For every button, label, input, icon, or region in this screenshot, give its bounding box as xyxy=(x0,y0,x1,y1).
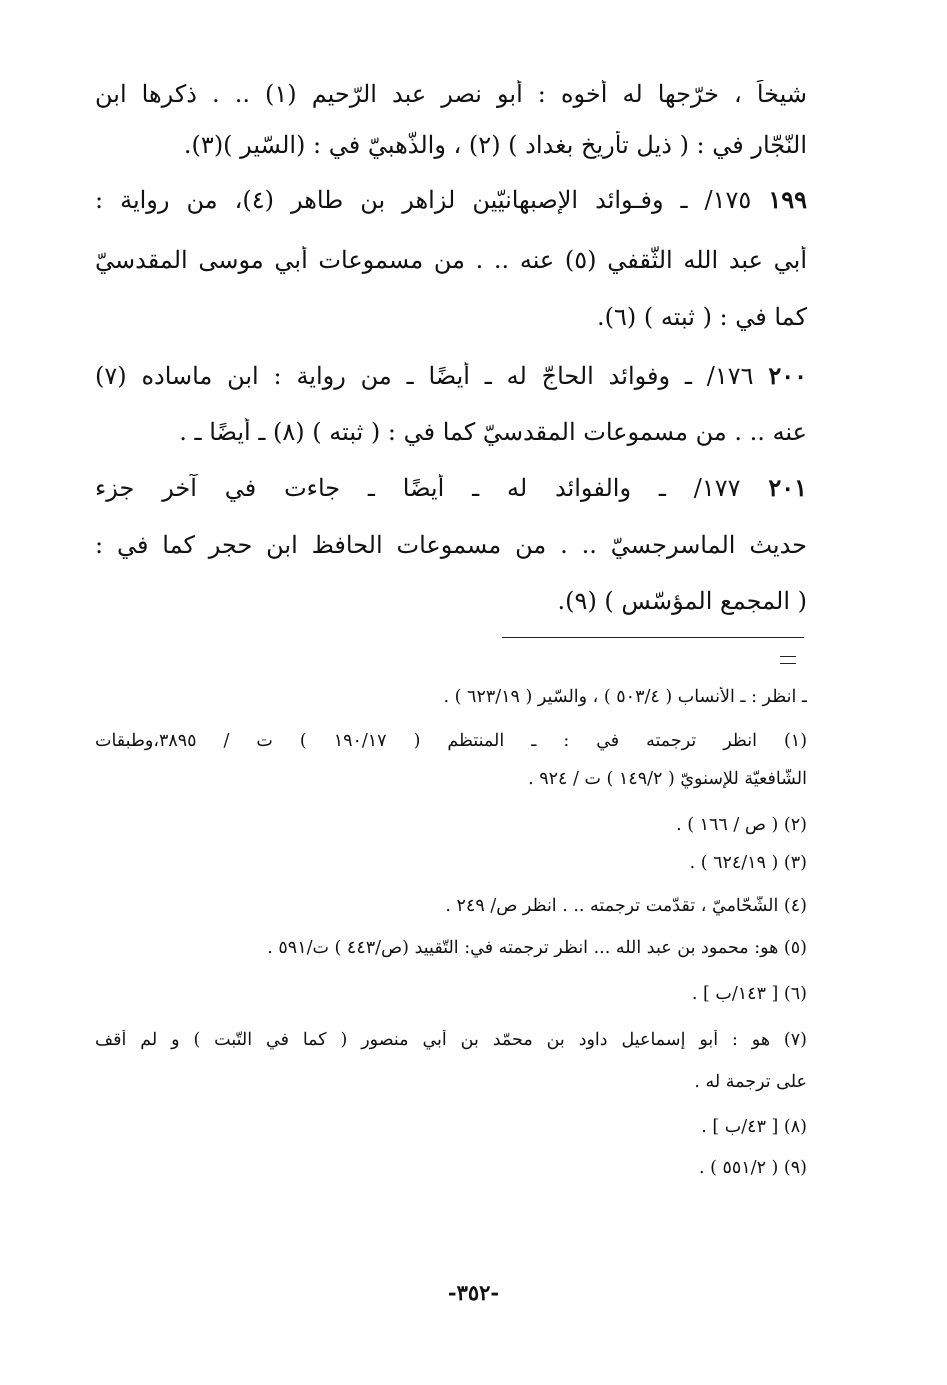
body-text: عنه .. . من مسموعات المقدسيّ كما في : ( ثبته ) (٨) ـ أيضًا ـ . xyxy=(179,418,807,446)
body-line xyxy=(95,362,807,391)
body-line xyxy=(95,186,807,215)
continuation-marker xyxy=(780,656,796,664)
page-number: -٣٥٢- xyxy=(447,1280,500,1305)
footnote-line xyxy=(95,1030,807,1051)
footnote-text: (٧) هو : أبو إسماعيل داود بن محمّد بن أبي منصور ( كما في التّبت ) و لم أقف xyxy=(95,1030,807,1050)
body-line xyxy=(95,80,807,109)
footnote-text: (٤) الشّحّاميّ ، تقدّمت ترجمته .. . انظر ص/ ٢٤٩ . xyxy=(445,896,807,916)
body-text: ١٧٧/ ـ والفوائد له ـ أيضًا ـ جاءت في آخر جزء xyxy=(95,474,769,502)
body-line xyxy=(95,303,807,332)
body-line xyxy=(95,531,807,560)
body-text: النّجّار في : ( ذيل تأريخ بغداد ) (٢) ، والذّهبيّ في : (السّير )(٣). xyxy=(183,131,807,159)
body-text: ( المجمع المؤسّس ) (٩). xyxy=(557,587,807,615)
body-line xyxy=(95,418,807,447)
footnote-text: (٨) [ ٤٣/ب ] . xyxy=(701,1117,807,1137)
body-text: ١٧٥/ ـ وفـوائد الإصبهانيّين لزاهر بن طاهر (٤)، من رواية : xyxy=(95,186,769,214)
body-text: كما في : ( ثبته ) (٦). xyxy=(597,303,807,331)
footnote-text: (٩) ( ٥٥١/٢ ) . xyxy=(698,1158,807,1178)
body-text: حديث الماسرجسيّ .. . من مسموعات الحافظ ابن حجر كما في : xyxy=(95,531,807,559)
body-text: شيخاً ، خرّجها له أخوه : أبو نصر عبد الرّحيم (١) .. . ذكرها ابن xyxy=(95,80,807,108)
body-line xyxy=(95,246,807,275)
footnote-line xyxy=(95,731,807,752)
footnote-text: الشّافعيّة للإسنويّ ( ١٤٩/٢ ) ت / ٩٢٤ . xyxy=(528,769,807,789)
footnote-text: (٢) ( ص / ١٦٦ ) . xyxy=(676,815,807,835)
footnote-text: (٦) [ ١٤٣/ب ] . xyxy=(691,984,807,1004)
footnote-line xyxy=(95,769,807,790)
footnote-line xyxy=(95,815,807,836)
footnote-line xyxy=(95,938,807,959)
body-text: أبي عبد الله الثّقفي (٥) عنه .. . من مسموعات أبي موسى المقدسيّ xyxy=(95,246,807,274)
entry-number: ١٩٩ xyxy=(768,186,807,214)
entry-number: ٢٠١ xyxy=(768,474,807,502)
footnote-line xyxy=(95,1117,807,1138)
body-line xyxy=(95,474,807,503)
footnote-text: (٥) هو: محمود بن عبد الله ... انظر ترجمته في: التّقييد (ص/٤٤٣ ) ت/٥٩١ . xyxy=(267,938,807,958)
footnote-text: (١) انظر ترجمته في : ـ المنتظم ( ١٩٠/١٧ ) ت / ٣٨٩٥،وطبقات xyxy=(95,731,807,751)
footnote-line xyxy=(95,896,807,917)
entry-number: ٢٠٠ xyxy=(768,362,807,390)
body-line xyxy=(95,587,807,616)
footnote-line xyxy=(95,687,807,708)
footnote-line xyxy=(95,1158,807,1179)
footnote-line xyxy=(95,984,807,1005)
footnote-text: على ترجمة له . xyxy=(694,1072,807,1092)
footnote-line xyxy=(95,853,807,874)
footnote-text: (٣) ( ٦٢٤/١٩ ) . xyxy=(689,853,807,873)
footnote-separator xyxy=(502,637,804,638)
footnote-line xyxy=(95,1072,807,1093)
footnote-text: ـ انظر : ـ الأنساب ( ٥٠٣/٤ ) ، والسّير ( ٦٢٣/١٩ ) . xyxy=(443,687,807,707)
body-line xyxy=(95,131,807,160)
body-text: ١٧٦/ ـ وفوائد الحاجّ له ـ أيضًا ـ من رواية : ابن ماساده (٧) xyxy=(95,362,769,390)
